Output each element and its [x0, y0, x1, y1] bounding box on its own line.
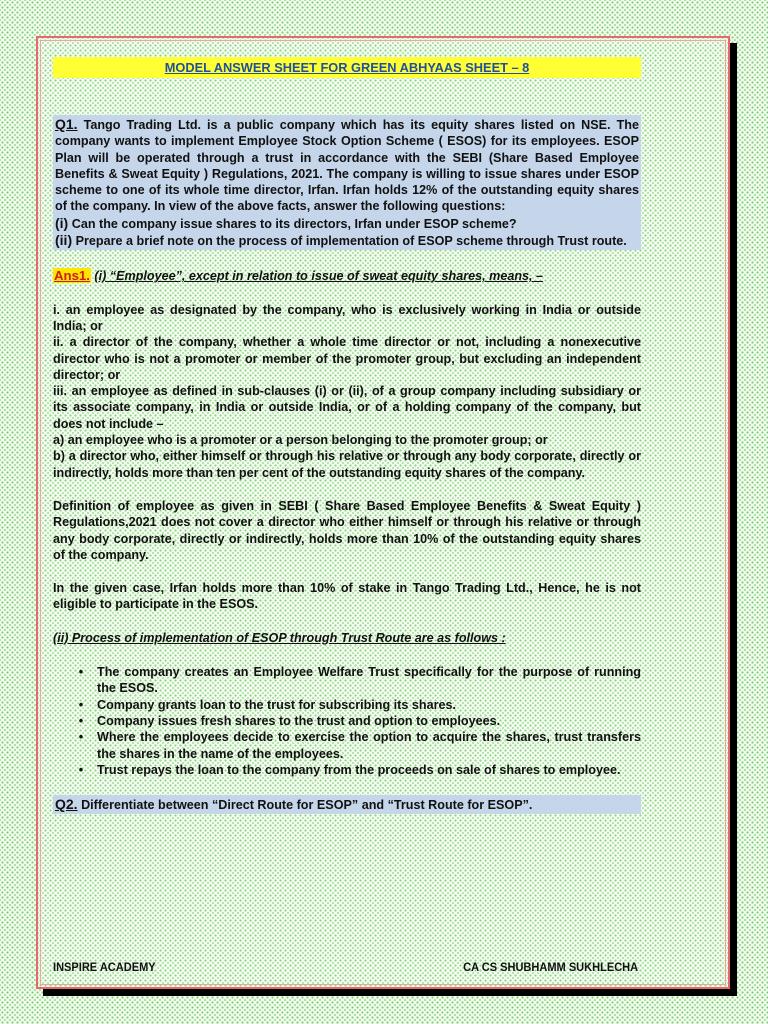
bullet-icon: •	[78, 665, 84, 680]
footer-left: INSPIRE ACADEMY	[53, 960, 156, 974]
bullet-icon: •	[78, 730, 84, 745]
document-body	[53, 57, 641, 814]
clause-item: a) an employee who is a promoter or a person belonging to the promoter group; or	[53, 433, 548, 448]
bullet-icon: •	[78, 762, 84, 777]
employee-definition-clauses	[53, 302, 641, 481]
conclusion-paragraph: In the given case, Irfan holds more than 10% of stake in Tango Trading Ltd., Hence, he is not eligible to participate in the ESOS.	[53, 581, 641, 612]
clause-item: ii. a director of the company, whether a whole time director or not, including a nonexecutive director who is not a promoter or member of the promoter group, but excluding an independent director; or	[53, 335, 641, 382]
question-2-label: Q2.	[55, 796, 78, 813]
clause-item: i. an employee as designated by the company, who is exclusively working in India or outside India; or	[53, 302, 641, 333]
list-item: • Trust repays the loan to the company from the proceeds on sale of shares to employee.	[97, 762, 641, 778]
question-2-text: Q2. Differentiate between “Direct Route for ESOP” and “Trust Route for ESOP”.	[55, 796, 533, 813]
clause-item: iii. an employee as defined in sub-clauses (i) or (ii), of a group company including subsidiary or its associate company, in India or outside India, or of a holding company of the company, but does not include –	[53, 384, 641, 431]
list-item: • Where the employees decide to exercise the option to acquire the shares, trust transfers the shares in the name of the employees.	[97, 729, 641, 762]
question-1-label: Q1.	[55, 116, 78, 132]
page-title: MODEL ANSWER SHEET FOR GREEN ABHYAAS SHEET – 8	[164, 60, 530, 75]
definition-paragraph: Definition of employee as given in SEBI ( Share Based Employee Benefits & Sweat Equity ) Regulations,2021 does not cover a director who either himself or through his relative or through any body corporate, directly or indirectly, holds more than 10% of the outstanding equity shares of the company.	[53, 498, 641, 562]
title-bar	[53, 57, 641, 78]
bullet-icon: •	[78, 713, 84, 728]
question-1-sub-i: (i) Can the company issue shares to its directors, Irfan under ESOP scheme?	[55, 214, 517, 231]
question-1-text: Q1. Tango Trading Ltd. is a public company which has its equity shares listed on NSE. The company wants to implement Employee Stock Option Scheme ( ESOS) for its employees. ESOP Plan will be operated through a trust in accordance with the SEBI (Share Based Employee Benefits & Sweat Equity ) Regulations, 2021. The company is willing to issue shares under ESOP scheme to one of its whole time director, Irfan. Irfan holds 12% of the outstanding equity shares of the company. In view of the above facts, answer the following questions:	[55, 116, 639, 214]
answer-1-part-ii-heading: (ii) Process of implementation of ESOP through Trust Route are as follows :	[53, 630, 506, 645]
bullet-icon: •	[78, 697, 84, 712]
footer-right: CA CS SHUBHAMM SUKHLECHA	[463, 960, 639, 974]
answer-1-label: Ans1.	[54, 268, 90, 284]
list-item: • Company grants loan to the trust for subscribing its shares.	[97, 697, 641, 713]
question-1-box	[53, 115, 641, 250]
question-1-sub-ii: (ii) Prepare a brief note on the process of implementation of ESOP scheme through Trust route.	[55, 232, 627, 249]
page-footer	[53, 960, 639, 974]
answer-1-heading: Ans1. (i) “Employee”, except in relation to issue of sweat equity shares, means, –	[54, 268, 544, 284]
trust-route-steps	[53, 664, 641, 778]
question-2-box	[53, 795, 641, 814]
list-item: • Company issues fresh shares to the trust and option to employees.	[97, 713, 641, 729]
list-item: • The company creates an Employee Welfare Trust specifically for the purpose of running the ESOS.	[97, 664, 641, 697]
clause-item: b) a director who, either himself or through his relative or through any body corporate, directly or indirectly, holds more than ten per cent of the outstanding equity shares of the company.	[53, 449, 641, 480]
